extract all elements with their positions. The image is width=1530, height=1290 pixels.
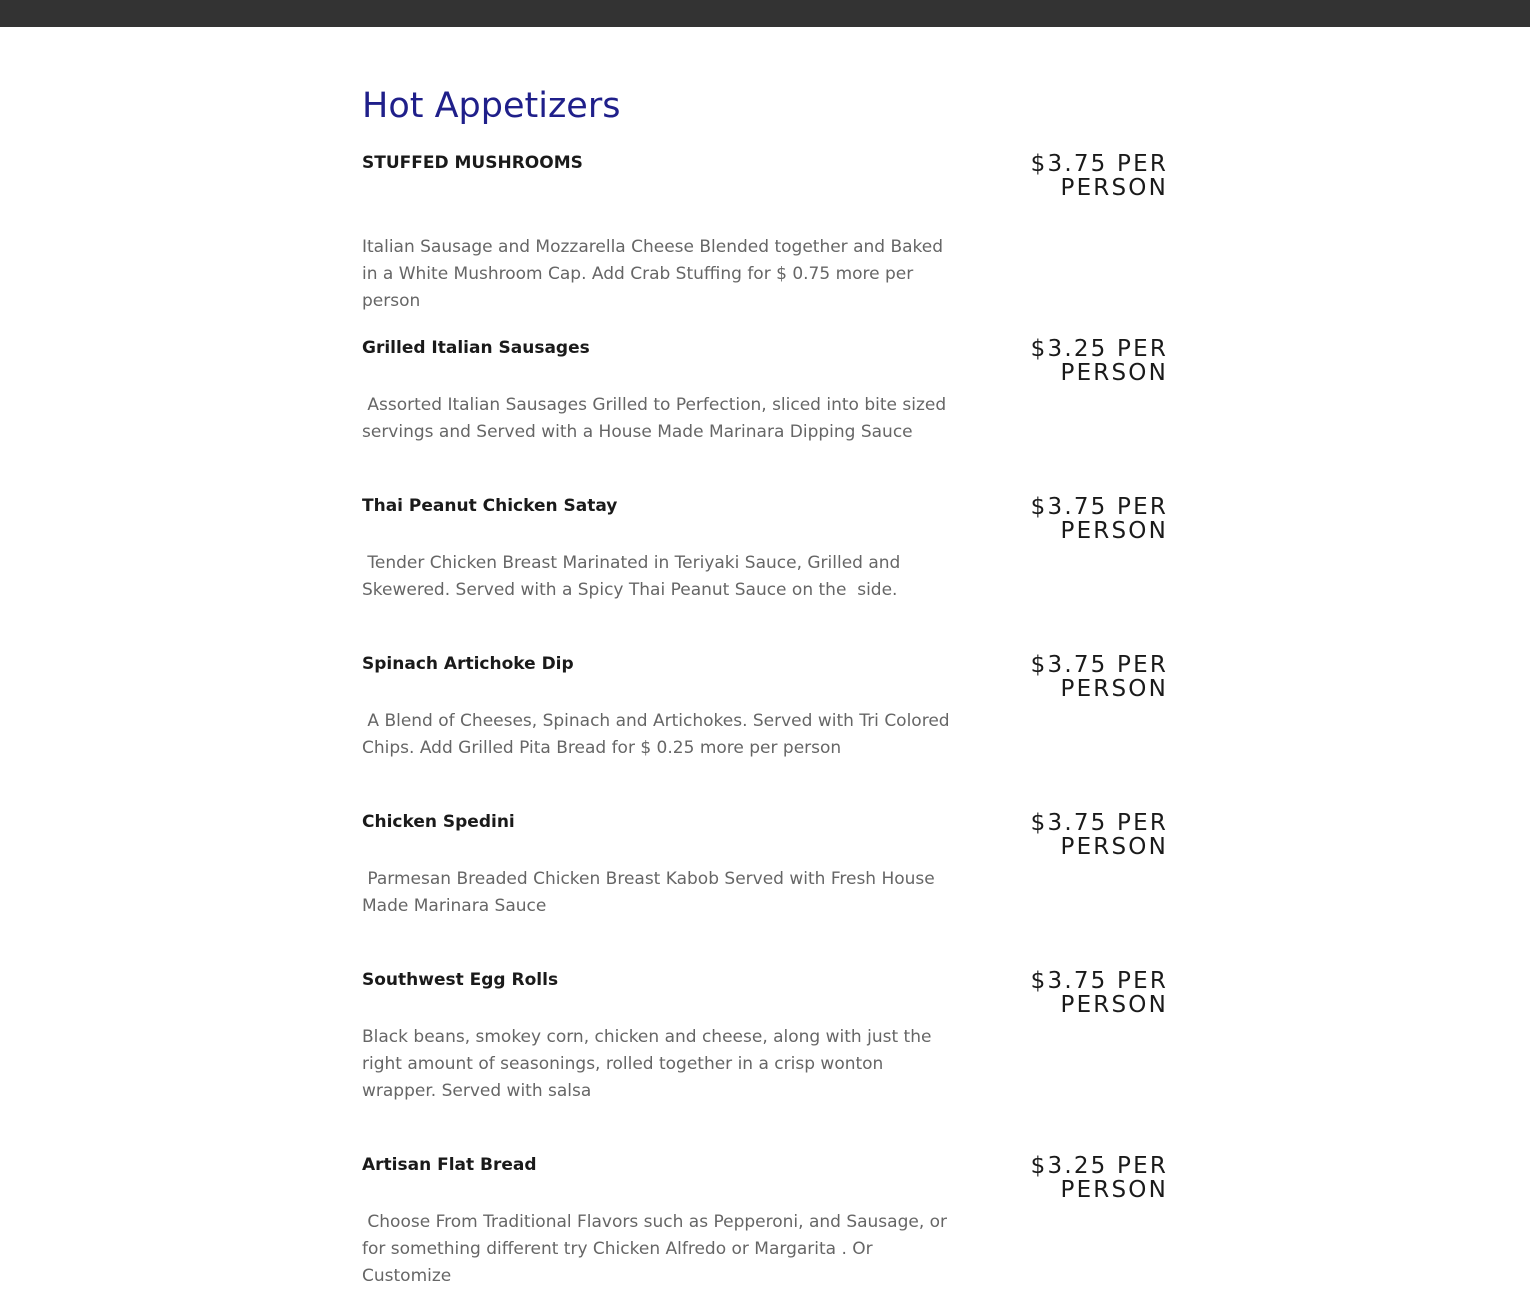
item-price bbox=[968, 969, 1168, 1017]
menu-section bbox=[362, 84, 1168, 1286]
item-price bbox=[968, 495, 1168, 543]
item-description: Parmesan Breaded Chicken Breast Kabob Served with Fresh House Made Marinara Sauce bbox=[362, 869, 941, 916]
item-name: Artisan Flat Bread bbox=[362, 1155, 537, 1175]
item-price-amount: $3.75 PER bbox=[1030, 810, 1168, 836]
item-price-amount: $3.75 PER bbox=[1030, 151, 1168, 177]
item-name: Chicken Spedini bbox=[362, 812, 515, 832]
item-price-amount: $3.25 PER bbox=[1030, 1153, 1168, 1179]
menu-item bbox=[362, 151, 1168, 311]
item-price-amount: $3.75 PER bbox=[1030, 968, 1168, 994]
item-price-unit: PERSON bbox=[1060, 360, 1168, 386]
item-price-unit: PERSON bbox=[1060, 175, 1168, 201]
menu-item bbox=[362, 1153, 1168, 1286]
item-name: STUFFED MUSHROOMS bbox=[362, 153, 583, 173]
item-description: Black beans, smokey corn, chicken and cheese, along with just the right amount of seasonings, rolled together in a crisp wonton wrapper. Served with salsa bbox=[362, 1027, 937, 1101]
item-price bbox=[968, 1154, 1168, 1202]
item-name: Thai Peanut Chicken Satay bbox=[362, 496, 618, 516]
item-description: Italian Sausage and Mozzarella Cheese Blended together and Baked in a White Mushroom Cap. Add Crab Stuffing for $ 0.75 more per person bbox=[362, 237, 954, 311]
menu-item bbox=[362, 495, 1168, 615]
menu-item bbox=[362, 653, 1168, 773]
item-name: Southwest Egg Rolls bbox=[362, 970, 559, 990]
item-price bbox=[968, 653, 1168, 701]
item-price-unit: PERSON bbox=[1060, 1177, 1168, 1203]
item-price bbox=[968, 811, 1168, 859]
item-price-amount: $3.75 PER bbox=[1030, 494, 1168, 520]
menu-item bbox=[362, 811, 1168, 931]
menu-item bbox=[362, 969, 1168, 1109]
item-name: Spinach Artichoke Dip bbox=[362, 654, 574, 674]
item-price-unit: PERSON bbox=[1060, 834, 1168, 860]
item-price-unit: PERSON bbox=[1060, 992, 1168, 1018]
item-price bbox=[968, 152, 1168, 200]
item-name: Grilled Italian Sausages bbox=[362, 338, 590, 358]
section-title: Hot Appetizers bbox=[362, 86, 621, 126]
item-description: Assorted Italian Sausages Grilled to Perfection, sliced into bite sized servings and Served with a House Made Marinara Dipping Sauce bbox=[362, 395, 952, 442]
item-description: A Blend of Cheeses, Spinach and Artichokes. Served with Tri Colored Chips. Add Grilled Pita Bread for $ 0.25 more per person bbox=[362, 711, 955, 758]
top-bar bbox=[0, 0, 1530, 27]
item-price-amount: $3.75 PER bbox=[1030, 652, 1168, 678]
item-description: Choose From Traditional Flavors such as Pepperoni, and Sausage, or for something different try Chicken Alfredo or Margarita . Or Customize bbox=[362, 1212, 953, 1286]
item-price-unit: PERSON bbox=[1060, 676, 1168, 702]
item-price-unit: PERSON bbox=[1060, 518, 1168, 544]
item-price-amount: $3.25 PER bbox=[1030, 336, 1168, 362]
item-price bbox=[968, 337, 1168, 385]
menu-item bbox=[362, 337, 1168, 457]
item-description: Tender Chicken Breast Marinated in Teriyaki Sauce, Grilled and Skewered. Served with a Spicy Thai Peanut Sauce on the side. bbox=[362, 553, 906, 600]
